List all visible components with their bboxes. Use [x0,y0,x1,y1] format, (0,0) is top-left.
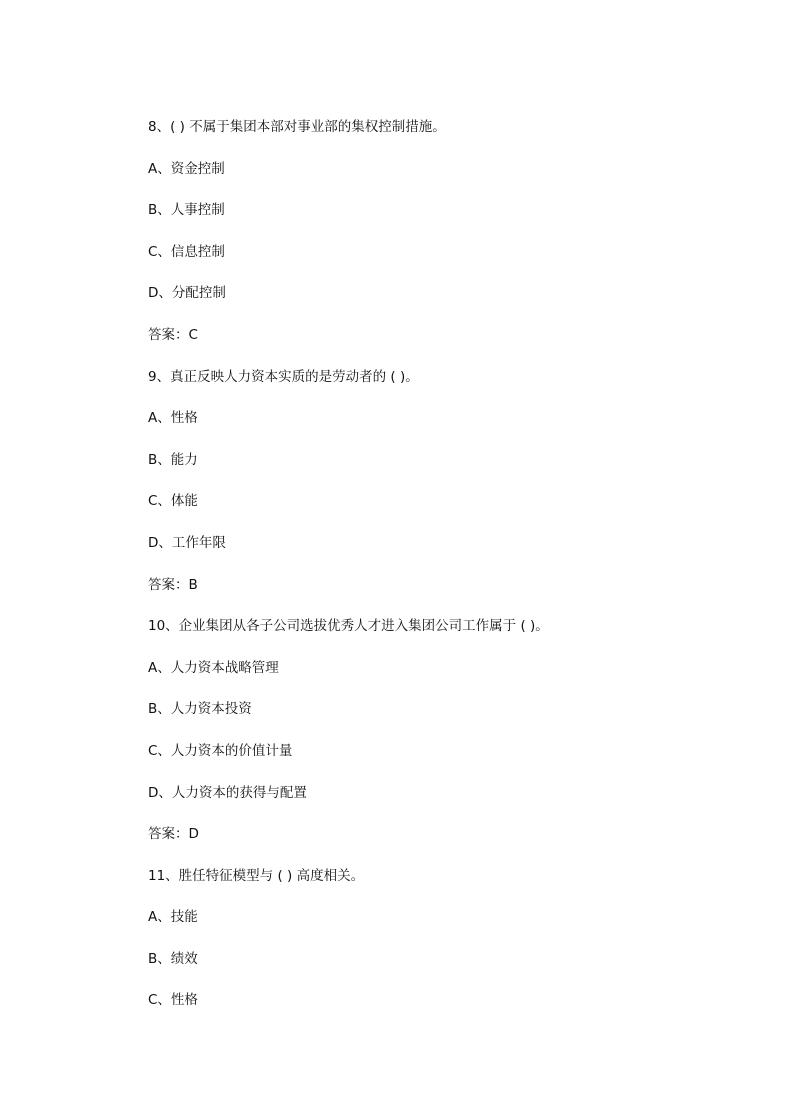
answer-text: 答案：D [148,826,199,843]
option-a: A、性格 [148,410,198,427]
option-a: A、人力资本战略管理 [148,659,279,676]
option-c: C、人力资本的价值计量 [148,742,293,759]
option-c: C、性格 [148,992,198,1009]
question-text: 10、企业集团从各子公司选拔优秀人才进入集团公司工作属于 ( )。 [148,618,549,635]
option-a: A、技能 [148,909,198,926]
option-a: A、资金控制 [148,160,225,177]
question-list [148,117,748,1032]
option-d: D、分配控制 [148,285,226,302]
option-d: D、工作年限 [148,534,226,551]
question-text: 8、( ) 不属于集团本部对事业部的集权控制措施。 [148,119,446,135]
answer-text: 答案：B [148,576,198,593]
option-c: C、信息控制 [148,243,225,260]
option-b: B、能力 [148,451,198,468]
option-b: B、人力资本投资 [148,701,252,718]
option-b: B、人事控制 [148,202,225,219]
question-text: 9、真正反映人力资本实质的是劳动者的 ( )。 [148,368,419,385]
option-d: D、人力资本的获得与配置 [148,784,307,801]
option-c: C、体能 [148,493,198,510]
answer-text: 答案：C [148,326,198,343]
question-text: 11、胜任特征模型与 ( ) 高度相关。 [148,867,365,884]
option-b: B、绩效 [148,950,198,967]
